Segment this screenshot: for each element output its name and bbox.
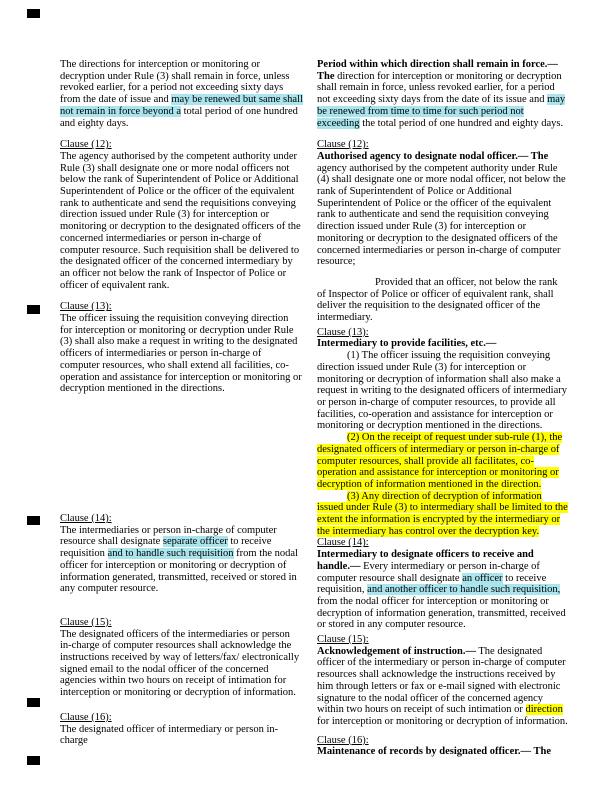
text-run: to receive requisition, [317, 572, 547, 596]
text-run: Intermediary to provide facilities, etc.— [317, 338, 497, 350]
left-clause-15-paragraph [60, 629, 303, 699]
text-run: The designated officers of the intermediaries or person in-charge of computer resources shall acknowledge the instructions received by way of letters/fax/ electronically signed email to the nodal officer of the concerned agencies within two hours on receipt of intimation for interception or monitoring or decryption of information. [60, 628, 300, 699]
margin-change-marker [27, 698, 40, 707]
clause-heading [60, 712, 303, 724]
text-run: direction for interception or monitoring or decryption shall remain in force, unless revoked earlier, for a period not exceeding sixty days from the date of its issue and [317, 70, 562, 106]
text-run: for interception or monitoring or decryption of information. [317, 715, 568, 727]
clause-heading [60, 301, 303, 313]
clause-heading [317, 634, 568, 646]
left-clause-13-paragraph [60, 313, 303, 395]
right-clause-15-paragraph [317, 646, 568, 728]
right-clause-13-title [317, 338, 568, 350]
highlighted-text: (2) On the receipt of request under sub-rule (1), the designated officers of intermediary or person in-charge of computer resources, shall provide all facilitates, co-operation and assistance for interception or monitoring or decryption of information mentioned in the direction. [317, 432, 563, 490]
text-run: The intermediaries or person in-charge of computer resource shall designate [60, 524, 277, 548]
margin-change-marker [27, 756, 40, 765]
clause-heading-label: Clause (16): [317, 734, 369, 746]
margin-change-marker [27, 516, 40, 525]
text-run: Intermediary to designate officers to receive and handle.— [317, 549, 534, 572]
highlighted-text: an officer [462, 572, 503, 584]
clause-heading [317, 327, 568, 339]
text-run: Period within which direction shall remain in force.— The [317, 59, 558, 82]
clause-heading-label: Clause (12): [317, 139, 369, 151]
text-run: agency authorised by the competent authority under Rule (4) shall designate one or more nodal officer, not below the rank of Superintendent of Police or Additional Superintendent of Police or the officer of the equivalent rank to authenticate and send the requisition conveying direction issued under Rule (3) for interception or monitoring or decryption to the designated officers of the concerned intermediaries or person in-charge of computer resource; [317, 162, 566, 268]
highlighted-text: separate officer [162, 536, 228, 548]
right-clause-14-paragraph [317, 549, 568, 631]
text-run: The agency authorised by the competent authority under Rule (3) shall designate one or more nodal officers not below the rank of Superintendent of Police or Additional Superintendent of Police or the officer of the equivalent rank to authenticate and send the requisitions conveying direction issued under Rule (3) for interception or monitoring or decryption to the designated officers of the concerned intermediaries or person in-charge of computer resource. Such requisition shall be delivered to the designated officer of the concerned intermediary by an officer not below the rank of Inspector of Police or officer of equivalent rank. [60, 150, 301, 291]
clause-heading [60, 513, 303, 525]
clause-heading [60, 139, 303, 151]
right-clause-13-subrule-3 [317, 491, 568, 538]
clause-heading-label: Clause (15): [60, 616, 112, 628]
clause-heading-label: Clause (13): [317, 326, 369, 338]
left-clause-14-paragraph [60, 525, 303, 595]
highlighted-text: and to handle such requisition [107, 548, 234, 560]
text-run: to receive requisition [60, 536, 272, 560]
clause-heading-label: Clause (16): [60, 711, 112, 723]
left-intro-paragraph [60, 59, 303, 129]
text-run: The designated officer of the intermediary or person in-charge of computer resources shall acknowledge the instructions received by him through letters or fax or e-mail signed with electronic signature to the nodal officer of the concerned agency within two hours on receipt of such intimation or [317, 645, 566, 716]
text-run: The designated officer of intermediary or person in-charge [60, 723, 279, 747]
text-run: Provided that an officer, not below the rank of Inspector of Police or officer of equivalent rank, shall deliver the requisition to the designated officer of the intermediary. [317, 276, 558, 324]
right-clause-16-paragraph [317, 746, 568, 758]
clause-heading [317, 735, 568, 747]
right-intro-paragraph [317, 59, 568, 129]
clause-heading [317, 537, 568, 549]
left-clause-16-paragraph [60, 724, 303, 747]
clause-heading-label: Clause (12): [60, 139, 112, 151]
right-clause-12-paragraph [317, 151, 568, 268]
clause-heading-label: Clause (15): [317, 634, 369, 646]
clause-heading-label: Clause (14): [317, 537, 369, 549]
clause-heading [60, 617, 303, 629]
right-column [317, 59, 568, 758]
highlighted-text: may be renewed but same shall not remain in force beyond a [60, 94, 303, 117]
text-run: (1) The officer issuing the requisition conveying direction issued under Rule (3) for interception or monitoring or decryption of information shall also make a request in writing to the designated officers of intermediary or person in-charge of computer resources, to provide all facilities, co-operation and assistance for interception or monitoring or decryption mentioned in the directions. [317, 350, 567, 432]
text-run: Authorised agency to designate nodal officer.— The [317, 150, 549, 162]
text-run: from the nodal officer for interception or monitoring or decryption of information generation, transmitted, received or stored in any computer resource. [317, 595, 566, 631]
right-clause-12-proviso [317, 277, 568, 324]
text-run: The directions for interception or monitoring or decryption under Rule (3) shall remain in force, unless revoked earlier, for a period not exceeding sixty days from the date of issue and [60, 59, 290, 106]
highlighted-text: direction [525, 704, 563, 716]
right-clause-13-subrule-1 [317, 350, 568, 432]
highlighted-text: (3) Any direction of decryption of information issued under Rule (3) to intermediary shall be limited to the extent the information is encrypted by the intermediary or the intermediary has control over the decryption key. [317, 490, 568, 537]
text-run: from the nodal officer for interception or monitoring or decryption of information generated, transmitted, received or stored in any computer resource. [60, 548, 298, 595]
highlighted-text: may be renewed from time to time for such period not exceeding [317, 94, 566, 129]
text-run: The officer issuing the requisition conveying direction for interception or monitoring or decryption under Rule (3) shall also make a request in writing to the designated officers of intermediaries or person in-charge of computer resources, who shall extend all facilities, co-operation and assistance for interception or monitoring or decryption mentioned in the directions. [60, 313, 302, 395]
clause-heading [317, 139, 568, 151]
text-run: Maintenance of records by designated officer.— The [317, 746, 551, 758]
text-run: Acknowledgement of instruction.— [317, 645, 476, 657]
text-run: Every intermediary or person in-charge of computer resource shall designate [317, 560, 540, 584]
clause-heading-label: Clause (14): [60, 512, 112, 524]
right-clause-13-subrule-2 [317, 432, 568, 491]
left-clause-12-paragraph [60, 151, 303, 291]
margin-change-marker [27, 305, 40, 314]
text-run: total period of one hundred and eighty days. [60, 105, 298, 129]
margin-change-marker [27, 9, 40, 18]
text-run: the total period of one hundred and eighty days. [359, 117, 564, 129]
left-column [60, 59, 303, 747]
clause-heading-label: Clause (13): [60, 301, 112, 313]
highlighted-text: and another officer to handle such requisition, [367, 584, 561, 596]
